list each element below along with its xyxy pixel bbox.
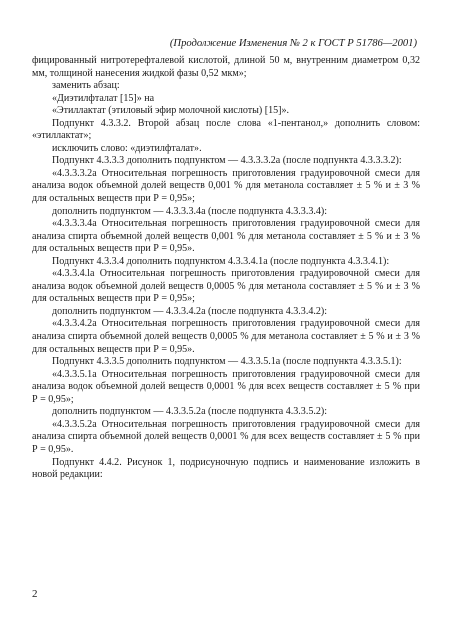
body-paragraph: «Диэтилфталат [15]» на: [52, 92, 155, 104]
body-paragraph: «4.3.3.3.4а Относительная погрешность приготовления градуировочной смеси для анализа спирта объемной долей веществ 0,001 % для метанола составляет ± 5 % и ± 3 % для остальных веществ при Р = 0,95».: [32, 218, 420, 255]
body-paragraph: «4.3.3.5.1а Относительная погрешность приготовления градуировочной смеси для анализа водок объемной долей веществ 0,0001 % для всех веществ составляет ± 5 % при Р = 0,95»;: [32, 368, 420, 405]
page-number: 2: [32, 588, 38, 600]
body-paragraph: исключить слово: «диэтилфталат».: [52, 142, 202, 154]
body-paragraph: фицированный нитротерефталевой кислотой, длиной 50 м, внутренним диаметром 0,32 мм, толщиной нанесения жидкой фазы 0,52 мкм»;: [32, 55, 420, 79]
body-paragraph: Подпункт 4.3.3.4 дополнить подпунктом 4.3.3.4.1а (после подпункта 4.3.3.4.1):: [52, 255, 390, 267]
body-paragraph: Подпункт 4.3.3.3 дополнить подпунктом — 4.3.3.3.2а (после подпункта 4.3.3.3.2):: [52, 155, 402, 167]
body-paragraph: Подпункт 4.3.3.5 дополнить подпунктом — 4.3.3.5.1а (после подпункта 4.3.3.5.1):: [52, 356, 402, 368]
body-paragraph: «4.3.3.3.2а Относительная погрешность приготовления градуировочной смеси для анализа водок объемной долей веществ 0,001 % для метанола составляет ± 5 % и ± 3 % для остальных веществ при Р = 0,95»;: [32, 167, 420, 205]
body-paragraph: Подпункт 4.4.2. Рисунок 1, подрисуночную подпись и наименование изложить в новой редакции:: [32, 456, 420, 481]
body-paragraph: заменить абзац:: [52, 80, 120, 92]
body-paragraph: Подпункт 4.3.3.2. Второй абзац после слова «1-пентанол,» дополнить словом: «этиллактат»;: [32, 117, 420, 142]
body-paragraph: «4.3.3.4.lа Относительная погрешность приготовления градуировочной смеси для анализа водок объемной долей веществ 0,0005 % для метанола составляет ± 5 % и ± 3 % для остальных веществ при Р = 0,95»;: [32, 268, 420, 305]
running-header: (Продолжение Изменения № 2 к ГОСТ Р 51786—2001): [169, 38, 417, 49]
body-paragraph: дополнить подпунктом — 4.3.3.5.2а (после подпункта 4.3.3.5.2):: [52, 406, 328, 418]
body-paragraph: «4.3.3.4.2а Относительная погрешность приготовления градуировочной смеси для анализа спирта объемной долей веществ 0,0005 % для метанола составляет ± 5 % и ± 3 % для остальных веществ при Р = 0,95».: [32, 318, 420, 355]
body-paragraph: «Этиллактат (этиловый эфир молочной кислоты) [15]».: [52, 105, 290, 117]
body-paragraph: дополнить подпунктом — 4.3.3.3.4а (после подпункта 4.3.3.3.4):: [52, 205, 328, 217]
body-paragraph: дополнить подпунктом — 4.3.3.4.2а (после подпункта 4.3.3.4.2):: [52, 305, 328, 317]
body-paragraph: «4.3.3.5.2а Относительная погрешность приготовления градуировочной смеси для анализа спирта объемной долей веществ 0,0001 % для всех веществ составляет ± 5 % при Р = 0,95».: [32, 418, 420, 455]
document-body: [32, 55, 420, 482]
